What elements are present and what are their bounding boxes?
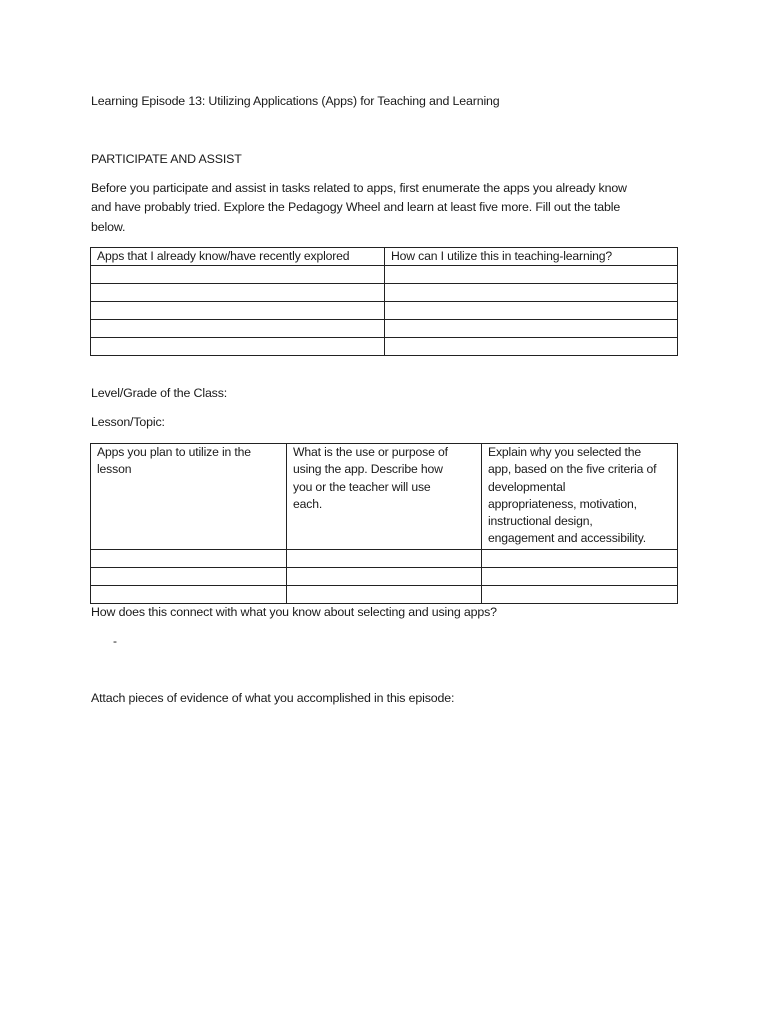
table-cell[interactable] bbox=[482, 568, 678, 586]
table-header-cell bbox=[287, 444, 482, 550]
table-row bbox=[91, 302, 678, 320]
table-cell[interactable] bbox=[91, 338, 385, 356]
evidence-label: Attach pieces of evidence of what you accomplished in this episode: bbox=[91, 691, 455, 705]
header-line: What is the use or purpose of bbox=[293, 445, 448, 459]
table-cell[interactable] bbox=[91, 302, 385, 320]
table-cell[interactable] bbox=[385, 302, 678, 320]
header-line: each. bbox=[293, 496, 323, 511]
intro-line: Before you participate and assist in tasks related to apps, first enumerate the apps you already know bbox=[91, 181, 627, 195]
table-cell[interactable] bbox=[482, 550, 678, 568]
connection-question: How does this connect with what you know about selecting and using apps? bbox=[91, 605, 497, 619]
table-cell[interactable] bbox=[287, 550, 482, 568]
table-row bbox=[91, 568, 678, 586]
table-cell[interactable] bbox=[91, 320, 385, 338]
table-cell[interactable] bbox=[385, 266, 678, 284]
table-cell[interactable] bbox=[91, 284, 385, 302]
header-line: engagement and accessibility. bbox=[488, 531, 647, 546]
header-line: instructional design, bbox=[488, 514, 593, 529]
header-line: app, based on the five criteria of bbox=[488, 462, 657, 477]
table-cell[interactable] bbox=[287, 568, 482, 586]
table-header-cell: Apps that I already know/have recently explored bbox=[91, 248, 385, 266]
table-row bbox=[91, 550, 678, 568]
table-row bbox=[91, 338, 678, 356]
header-line: you or the teacher will use bbox=[293, 479, 431, 494]
header-line: Explain why you selected the bbox=[488, 445, 641, 459]
table-cell[interactable] bbox=[385, 320, 678, 338]
apps-known-table bbox=[90, 247, 678, 356]
intro-line: below. bbox=[91, 219, 126, 234]
document-title: Learning Episode 13: Utilizing Applications (Apps) for Teaching and Learning bbox=[91, 94, 500, 108]
table-cell[interactable] bbox=[91, 586, 287, 604]
table-header-row bbox=[91, 444, 678, 550]
header-line: developmental bbox=[488, 479, 566, 494]
table-cell[interactable] bbox=[91, 568, 287, 586]
table-cell[interactable] bbox=[91, 266, 385, 284]
table-cell[interactable] bbox=[385, 284, 678, 302]
intro-paragraph bbox=[91, 179, 671, 237]
table-row bbox=[91, 284, 678, 302]
level-grade-label: Level/Grade of the Class: bbox=[91, 386, 228, 400]
table-row bbox=[91, 266, 678, 284]
table-row bbox=[91, 320, 678, 338]
table-header-cell bbox=[482, 444, 678, 550]
apps-plan-table bbox=[90, 443, 678, 604]
table-cell[interactable] bbox=[91, 550, 287, 568]
table-header-cell bbox=[91, 444, 287, 550]
header-line: appropriateness, motivation, bbox=[488, 496, 637, 511]
table-header-cell: How can I utilize this in teaching-learning? bbox=[385, 248, 678, 266]
intro-line: and have probably tried. Explore the Pedagogy Wheel and learn at least five more. Fill out the table bbox=[91, 200, 621, 215]
header-line: using the app. Describe how bbox=[293, 462, 443, 477]
table-row bbox=[91, 586, 678, 604]
table-cell[interactable] bbox=[385, 338, 678, 356]
header-line: Apps you plan to utilize in the bbox=[97, 445, 251, 459]
answer-bullet: - bbox=[113, 634, 117, 648]
header-line: lesson bbox=[97, 462, 132, 477]
lesson-topic-label: Lesson/Topic: bbox=[91, 415, 165, 429]
section-heading: PARTICIPATE AND ASSIST bbox=[91, 152, 242, 166]
table-cell[interactable] bbox=[482, 586, 678, 604]
table-header-row bbox=[91, 248, 678, 266]
table-cell[interactable] bbox=[287, 586, 482, 604]
